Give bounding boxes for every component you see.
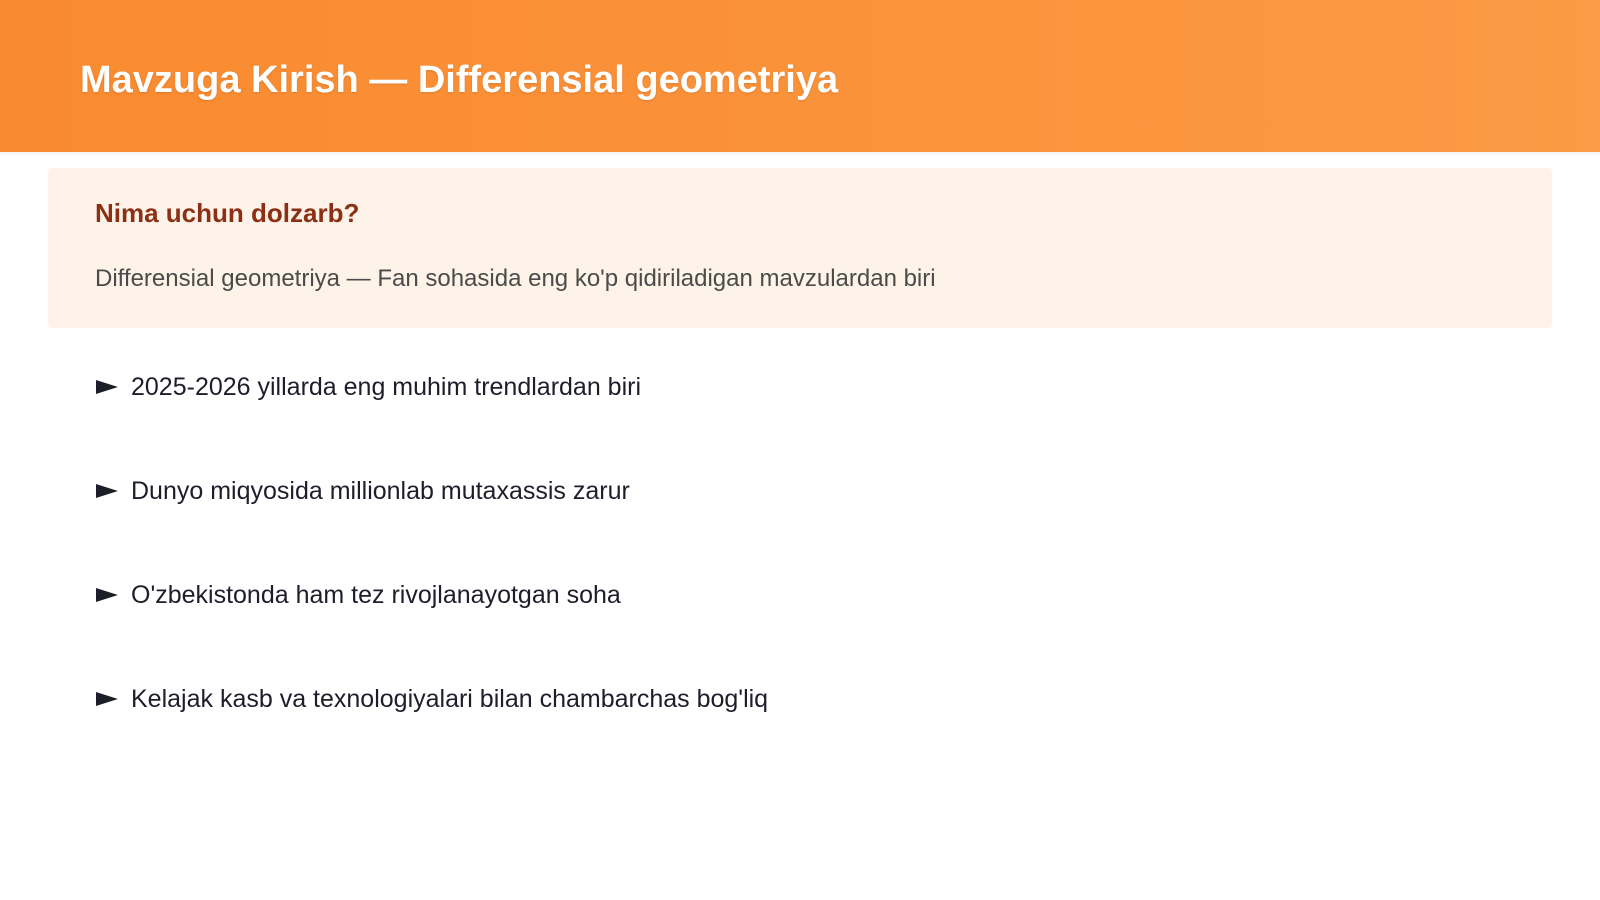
bullet-text: Dunyo miqyosida millionlab mutaxassis zarur [131, 477, 630, 505]
right-pointer-triangle-icon [95, 578, 119, 612]
bullet-text: Kelajak kasb va texnologiyalari bilan chambarchas bog'liq [131, 685, 769, 713]
bullet-text: 2025-2026 yillarda eng muhim trendlardan biri [131, 373, 642, 401]
bullet-item [95, 578, 768, 682]
callout-title: Nima uchun dolzarb? [95, 198, 360, 228]
bullet-item [95, 474, 768, 578]
right-pointer-triangle-icon [95, 474, 119, 508]
callout-text: Differensial geometriya — Fan sohasida eng ko'p qidiriladigan mavzulardan biri [95, 265, 936, 292]
bullet-item [95, 682, 768, 786]
highlight-box [48, 168, 1552, 328]
bullet-list [95, 370, 768, 786]
bullet-text: O'zbekistonda ham tez rivojlanayotgan soha [131, 581, 621, 609]
slide-header [0, 0, 1600, 152]
slide-title: Mavzuga Kirish — Differensial geometriya [80, 59, 839, 101]
right-pointer-triangle-icon [95, 370, 119, 404]
right-pointer-triangle-icon [95, 682, 119, 716]
bullet-item [95, 370, 768, 474]
